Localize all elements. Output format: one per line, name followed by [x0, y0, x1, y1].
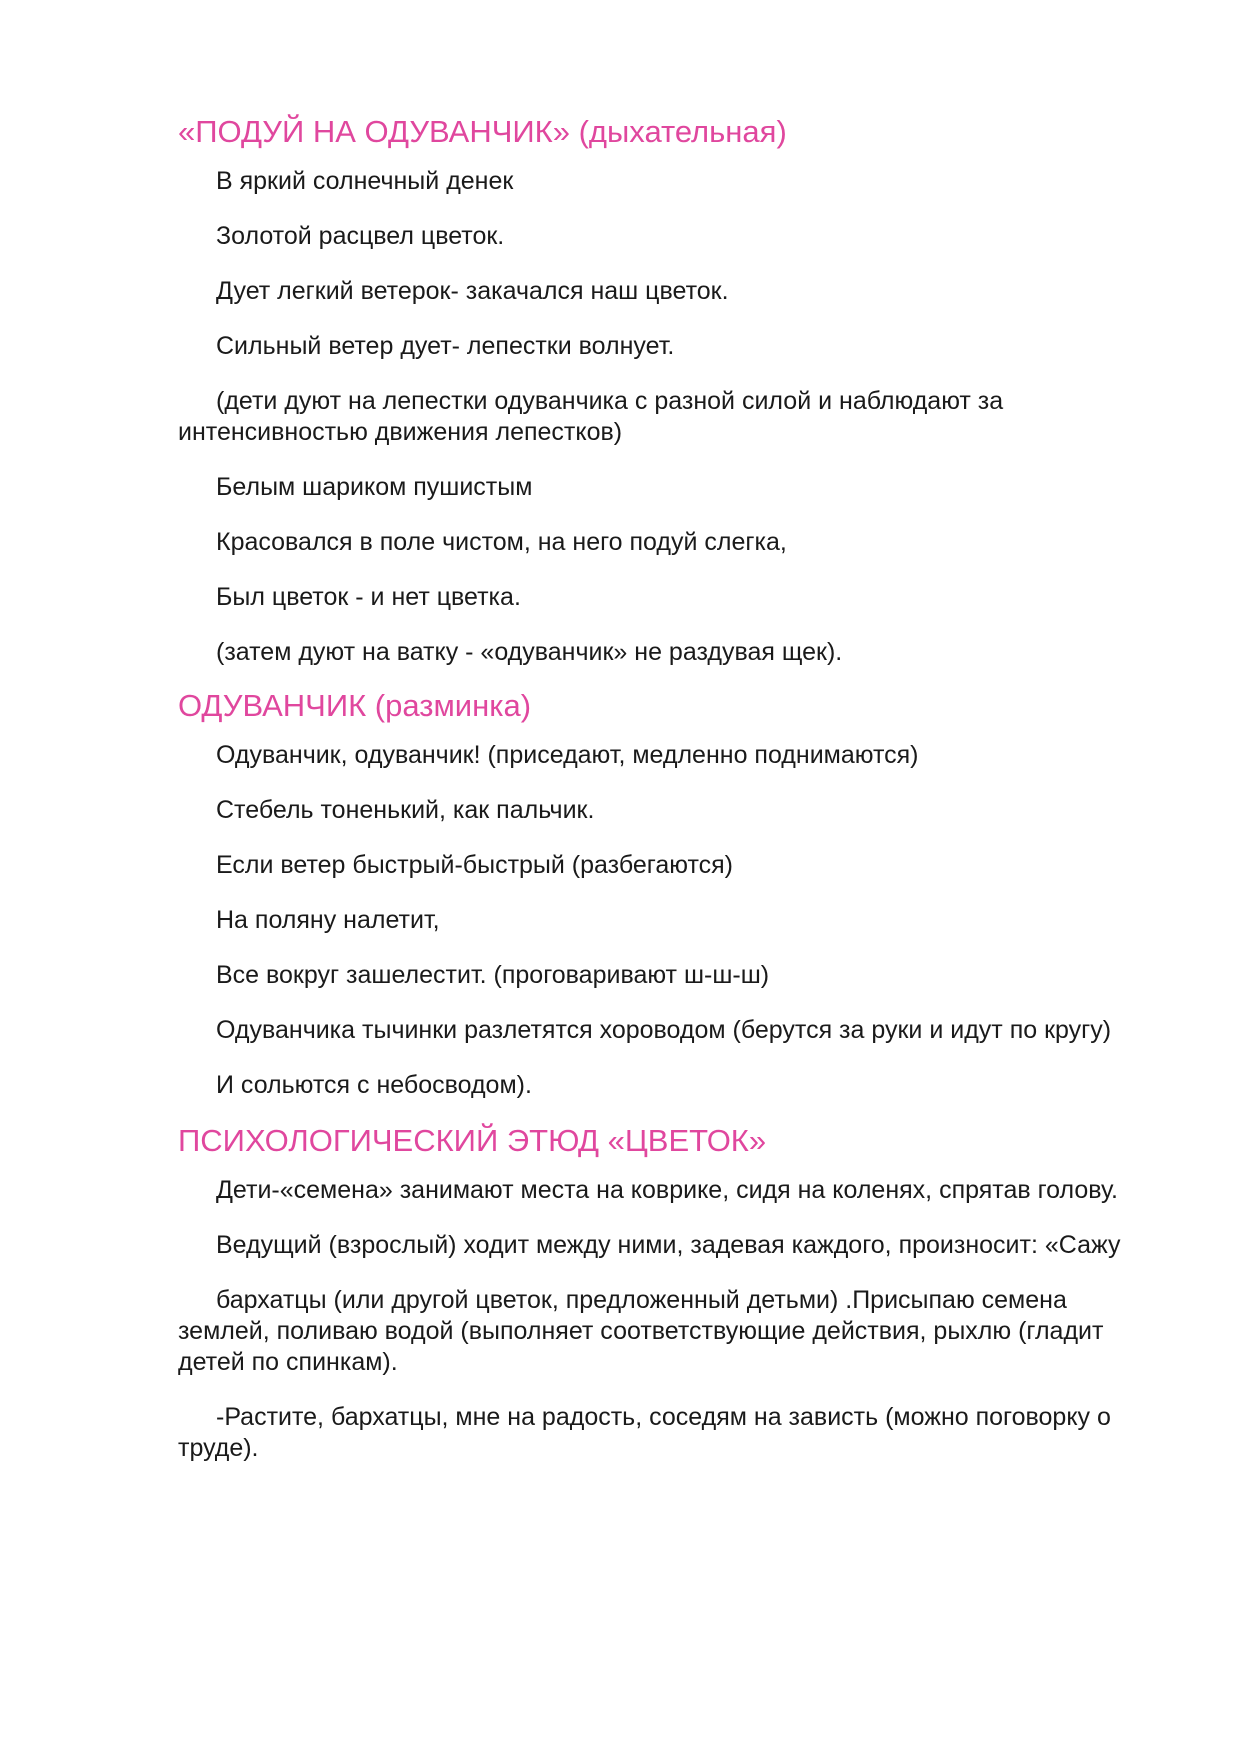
paragraph: Красовался в поле чистом, на него подуй слегка,: [216, 528, 787, 556]
paragraph: -Растите, бархатцы, мне на радость, соседям на зависть (можно поговорку о труде).: [178, 1403, 1111, 1462]
paragraph: Дует легкий ветерок- закачался наш цветок.: [216, 277, 729, 305]
paragraph: В яркий солнечный денек: [216, 167, 514, 195]
section-warmup: [178, 686, 1158, 1101]
paragraph: Дети-«семена» занимают места на коврике, сидя на коленях, спрятав голову.: [216, 1176, 1118, 1204]
paragraph: Одуванчик, одуванчик! (приседают, медленно поднимаются): [216, 741, 919, 769]
paragraph: Если ветер быстрый-быстрый (разбегаются): [216, 851, 733, 879]
document-page: [178, 112, 1158, 1488]
paragraph: Одуванчика тычинки разлетятся хороводом (берутся за руки и идут по кругу): [216, 1016, 1112, 1044]
paragraph: Белым шариком пушистым: [216, 473, 533, 501]
paragraph: Был цветок - и нет цветка.: [216, 583, 521, 611]
paragraph: И сольются с небосводом).: [216, 1071, 532, 1099]
paragraph: Сильный ветер дует- лепестки волнует.: [216, 332, 675, 360]
paragraph: (затем дуют на ватку - «одуванчик» не раздувая щек).: [216, 638, 843, 666]
paragraph: На поляну налетит,: [216, 906, 440, 934]
paragraph: Золотой расцвел цветок.: [216, 222, 505, 250]
paragraph: Ведущий (взрослый) ходит между ними, задевая каждого, произносит: «Сажу: [216, 1231, 1121, 1259]
section-heading: «ПОДУЙ НА ОДУВАНЧИК» (дыхательная): [178, 114, 787, 149]
paragraph: Все вокруг зашелестит. (проговаривают ш-ш-ш): [216, 961, 770, 989]
section-breathing-exercise: [178, 112, 1158, 668]
paragraph: бархатцы (или другой цветок, предложенный детьми) .Присыпаю семена землей, поливаю водой (выполняет соответствующие действия, рыхлю (гладит детей по спинкам).: [178, 1286, 1104, 1376]
section-psychological-etude: [178, 1121, 1158, 1464]
paragraph: Стебель тоненький, как пальчик.: [216, 796, 595, 824]
section-heading: ПСИХОЛОГИЧЕСКИЙ ЭТЮД «ЦВЕТОК»: [178, 1123, 767, 1158]
paragraph: (дети дуют на лепестки одуванчика с разной силой и наблюдают за интенсивностью движения лепестков): [178, 387, 1004, 446]
section-heading: ОДУВАНЧИК (разминка): [178, 688, 532, 723]
